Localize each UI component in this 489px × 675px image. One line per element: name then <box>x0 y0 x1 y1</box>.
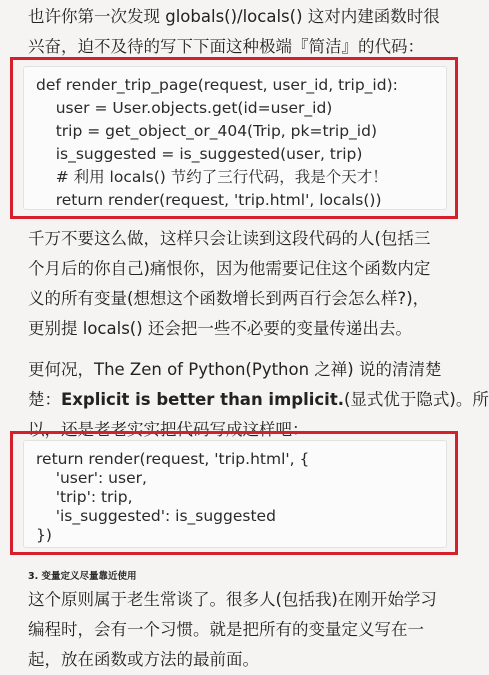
zen-line-2-prefix: 楚： <box>28 390 61 409</box>
closing-line-2: 编程时，会有一个习惯。就是把所有的变量定义写在一 <box>28 620 424 639</box>
intro-paragraph <box>28 2 456 62</box>
zen-line-3: 以，还是老老实实把代码写成这样吧： <box>28 420 309 439</box>
code-highlight-frame-1 <box>10 57 458 219</box>
code-line: def render_trip_page(request, user_id, trip_id): <box>36 76 398 94</box>
intro-line-2: 兴奋，迫不及待的写下下面这种极端『简洁』的代码： <box>28 37 424 56</box>
code-line: 'trip': trip, <box>36 488 133 506</box>
code-line: 'is_suggested': is_suggested <box>36 507 276 525</box>
warning-line-4: 更别提 locals() 还会把一些不必要的变量传递出去。 <box>28 319 412 338</box>
warning-line-3: 义的所有变量(想想这个函数增长到两百行会怎么样?)， <box>28 289 430 308</box>
code-comment-line: # 利用 locals() 节约了三行代码，我是个天才！ <box>36 168 388 186</box>
code-line: }) <box>36 526 52 544</box>
zen-line-2 <box>28 385 489 415</box>
zen-line-2-suffix: (显式优于隐式)。所 <box>344 390 489 409</box>
zen-quote-emphasis: Explicit is better than implicit. <box>61 390 344 409</box>
closing-line-3: 起，放在函数或方法的最前面。 <box>28 650 259 669</box>
code-line: trip = get_object_or_404(Trip, pk=trip_id) <box>36 122 377 140</box>
code-block-2 <box>23 440 447 548</box>
code-line: return render(request, 'trip.html', { <box>36 450 310 468</box>
closing-paragraph <box>28 585 456 675</box>
closing-line-1: 这个原则属于老生常谈了。很多人(包括我)在刚开始学习 <box>28 590 437 609</box>
warning-line-1: 千万不要这么做，这样只会让读到这段代码的人(包括三 <box>28 229 431 248</box>
code-block-1 <box>23 66 447 210</box>
intro-line-1: 也许你第一次发现 globals()/locals() 这对内建函数时很 <box>28 7 440 26</box>
zen-line-1: 更何况，The Zen of Python(Python 之禅) 说的清清楚 <box>28 360 442 379</box>
code-line: return render(request, 'trip.html', locals()) <box>36 191 382 209</box>
warning-line-2: 个月后的你自己)痛恨你，因为他需要记住这个函数内定 <box>28 259 431 278</box>
section-heading: 3. 变量定义尽量靠近使用 <box>28 571 137 582</box>
warning-paragraph <box>28 224 456 344</box>
code-line: is_suggested = is_suggested(user, trip) <box>36 145 363 163</box>
code-line: user = User.objects.get(id=user_id) <box>36 99 333 117</box>
code-line: 'user': user, <box>36 469 147 487</box>
code-highlight-frame-2 <box>10 431 458 555</box>
